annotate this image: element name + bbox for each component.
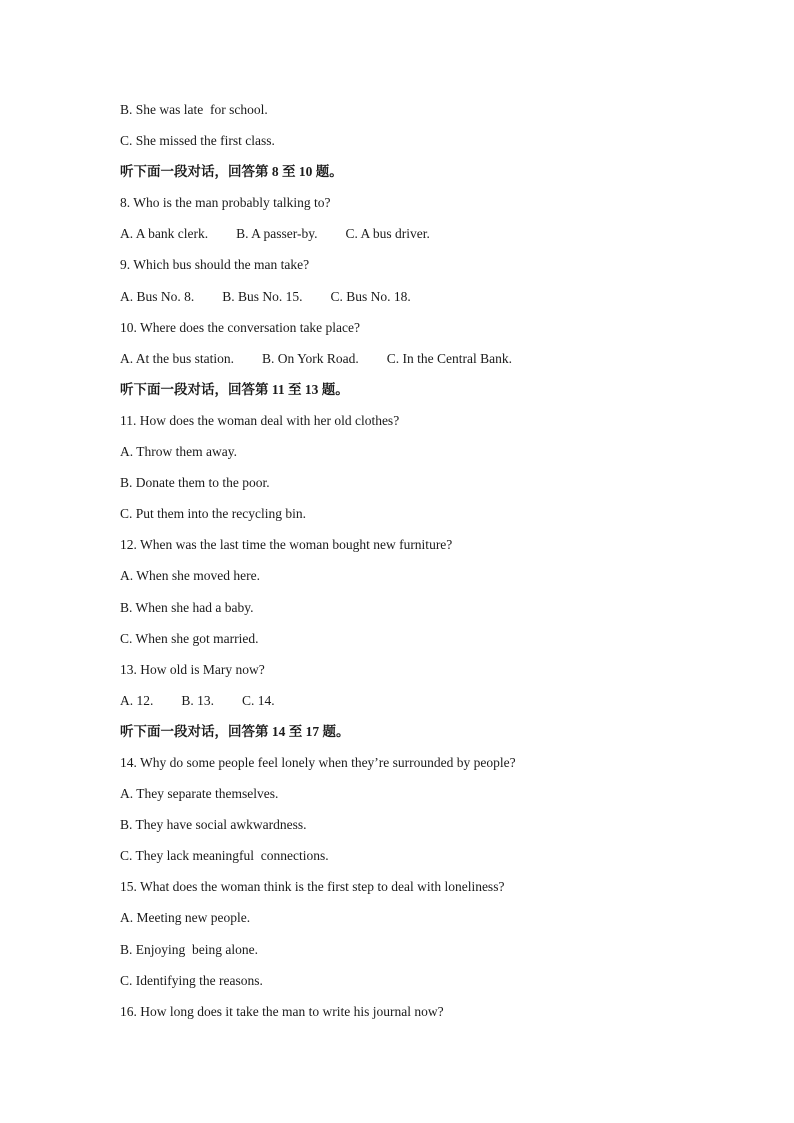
- text-line: C. Put them into the recycling bin.: [120, 506, 306, 522]
- answer-option: C. A bus driver.: [345, 226, 430, 242]
- answer-option: A. Bus No. 8.: [120, 288, 195, 304]
- exam-content: [120, 101, 740, 1034]
- text-line: A. They separate themselves.: [120, 786, 279, 802]
- section-heading: 听下面一段对话，回答第 8 至 10 题。: [120, 164, 343, 180]
- text-line: 12. When was the last time the woman bought new furniture?: [120, 537, 453, 553]
- text-line: C. She missed the first class.: [120, 133, 275, 149]
- text-line: A. When she moved here.: [120, 568, 260, 584]
- text-line: 8. Who is the man probably talking to?: [120, 195, 331, 211]
- text-line: 9. Which bus should the man take?: [120, 257, 310, 273]
- text-line: B. She was late for school.: [120, 102, 268, 117]
- answer-option: A. 12.: [120, 692, 154, 708]
- section-heading: 听下面一段对话，回答第 11 至 13 题。: [120, 381, 349, 397]
- answer-option: A. A bank clerk.: [120, 226, 209, 242]
- answer-option: C. 14.: [242, 692, 275, 708]
- text-line: 15. What does the woman think is the first step to deal with loneliness?: [120, 879, 505, 895]
- section-heading: 听下面一段对话，回答第 14 至 17 题。: [120, 723, 350, 739]
- answer-options: [120, 692, 740, 710]
- text-line: B. When she had a baby.: [120, 599, 254, 615]
- answer-options: [120, 350, 740, 368]
- answer-option: B. 13.: [181, 692, 215, 708]
- answer-options: [120, 288, 740, 306]
- answer-option: A. At the bus station.: [120, 350, 234, 366]
- text-line: 11. How does the woman deal with her old clothes?: [120, 412, 400, 428]
- text-line: B. Enjoying being alone.: [120, 941, 258, 957]
- text-line: B. Donate them to the poor.: [120, 475, 270, 491]
- text-line: 10. Where does the conversation take place?: [120, 319, 361, 335]
- answer-option: C. In the Central Bank.: [386, 350, 513, 366]
- answer-option: B. A passer-by.: [236, 226, 318, 242]
- text-line: 14. Why do some people feel lonely when they’re surrounded by people?: [120, 754, 516, 770]
- text-line: C. Identifying the reasons.: [120, 972, 263, 988]
- text-line: B. They have social awkwardness.: [120, 817, 307, 833]
- text-line: 16. How long does it take the man to write his journal now?: [120, 1003, 444, 1019]
- text-line: 13. How old is Mary now?: [120, 661, 265, 677]
- text-line: C. When she got married.: [120, 630, 259, 646]
- answer-options: [120, 225, 740, 243]
- text-line: A. Throw them away.: [120, 444, 237, 460]
- answer-option: B. On York Road.: [262, 350, 359, 366]
- text-line: C. They lack meaningful connections.: [120, 848, 329, 864]
- answer-option: B. Bus No. 15.: [222, 288, 303, 304]
- answer-option: C. Bus No. 18.: [330, 288, 411, 304]
- text-line: A. Meeting new people.: [120, 910, 251, 926]
